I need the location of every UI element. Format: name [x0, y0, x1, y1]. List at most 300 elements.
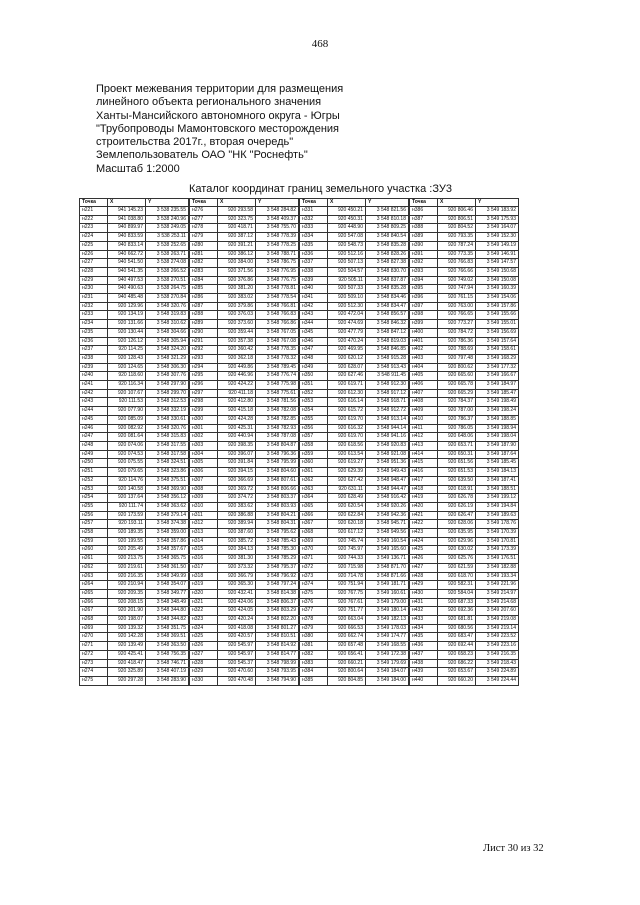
y-coordinate-cell: 3 548 284.82 — [256, 207, 299, 216]
x-coordinate-cell: 920 373.60 — [218, 320, 256, 329]
y-coordinate-cell: 3 548 351.75 — [146, 624, 189, 633]
table-row — [80, 563, 189, 572]
table-row — [80, 328, 189, 337]
x-coordinate-cell: 920 432.41 — [218, 589, 256, 598]
x-coordinate-cell: 920 124.65 — [108, 363, 146, 372]
table-row — [410, 659, 519, 668]
x-coordinate-cell: 920 584.04 — [438, 589, 476, 598]
y-coordinate-cell: 3 548 315.83 — [146, 433, 189, 442]
table-row — [80, 572, 189, 581]
x-coordinate-cell: 920 619.27 — [328, 459, 366, 468]
point-id-cell: н271 — [80, 642, 108, 651]
y-coordinate-cell: 3 548 827.38 — [366, 259, 409, 268]
table-row — [300, 389, 409, 398]
x-coordinate-cell: 920 205.49 — [108, 546, 146, 555]
x-coordinate-cell: 920 373.32 — [218, 563, 256, 572]
y-coordinate-cell: 3 548 804.21 — [256, 511, 299, 520]
y-coordinate-cell: 3 549 154.06 — [476, 294, 519, 303]
column-header: Y — [256, 199, 299, 207]
table-row — [80, 407, 189, 416]
point-id-cell: н297 — [190, 389, 218, 398]
table-row — [300, 668, 409, 677]
point-id-cell: н371 — [300, 555, 328, 564]
y-coordinate-cell: 3 548 921.08 — [366, 450, 409, 459]
x-coordinate-cell: 920 582.31 — [438, 581, 476, 590]
table-row — [300, 485, 409, 494]
table-row — [300, 328, 409, 337]
y-coordinate-cell: 3 548 871.66 — [366, 572, 409, 581]
y-coordinate-cell: 3 549 184.07 — [366, 668, 409, 677]
point-id-cell: н364 — [300, 494, 328, 503]
table-row — [410, 511, 519, 520]
x-coordinate-cell: 920 635.95 — [438, 529, 476, 538]
y-coordinate-cell: 3 548 344.82 — [146, 616, 189, 625]
point-id-cell: н309 — [190, 494, 218, 503]
y-coordinate-cell: 3 549 178.03 — [366, 624, 409, 633]
table-row — [80, 676, 189, 685]
table-row — [80, 485, 189, 494]
table-row — [80, 302, 189, 311]
point-id-cell: н258 — [80, 529, 108, 538]
point-id-cell: н273 — [80, 659, 108, 668]
point-id-cell: н301 — [190, 424, 218, 433]
table-row — [190, 354, 299, 363]
point-id-cell: н389 — [410, 233, 438, 242]
y-coordinate-cell: 3 549 214.68 — [476, 598, 519, 607]
page-number: 468 — [311, 38, 329, 50]
y-coordinate-cell: 3 548 349.99 — [146, 572, 189, 581]
x-coordinate-cell: 920 509.10 — [328, 294, 366, 303]
table-row — [410, 215, 519, 224]
point-id-cell: н373 — [300, 572, 328, 581]
point-id-cell: н414 — [410, 450, 438, 459]
x-coordinate-cell: 920 784.37 — [438, 398, 476, 407]
y-coordinate-cell: 3 548 756.35 — [146, 650, 189, 659]
table-row — [80, 459, 189, 468]
y-coordinate-cell: 3 548 767.08 — [256, 337, 299, 346]
column-header: Точка — [190, 199, 218, 207]
column-header: X — [328, 199, 366, 207]
point-id-cell: н259 — [80, 537, 108, 546]
y-coordinate-cell: 3 548 828.26 — [366, 250, 409, 259]
point-id-cell: н327 — [190, 650, 218, 659]
y-coordinate-cell: 3 548 837.87 — [366, 276, 409, 285]
y-coordinate-cell: 3 548 766.86 — [256, 320, 299, 329]
y-coordinate-cell: 3 548 847.12 — [366, 328, 409, 337]
table-header-row — [80, 199, 189, 207]
x-coordinate-cell: 920 208.15 — [108, 598, 146, 607]
y-coordinate-cell: 3 548 920.83 — [366, 441, 409, 450]
y-coordinate-cell: 3 548 778.54 — [256, 294, 299, 303]
x-coordinate-cell: 920 385.72 — [218, 537, 256, 546]
y-coordinate-cell: 3 548 918.71 — [366, 398, 409, 407]
table-row — [410, 346, 519, 355]
table-row — [190, 668, 299, 677]
x-coordinate-cell: 920 470.60 — [218, 668, 256, 677]
x-coordinate-cell: 920 142.28 — [108, 633, 146, 642]
x-coordinate-cell: 920 797.48 — [438, 354, 476, 363]
point-id-cell: н338 — [300, 267, 328, 276]
table-row — [190, 424, 299, 433]
y-coordinate-cell: 3 548 317.55 — [146, 441, 189, 450]
y-coordinate-cell: 3 548 776.95 — [256, 267, 299, 276]
point-id-cell: н380 — [300, 633, 328, 642]
x-coordinate-cell: 920 749.02 — [438, 276, 476, 285]
y-coordinate-cell: 3 548 804.87 — [256, 441, 299, 450]
table-row — [300, 520, 409, 529]
point-id-cell: н312 — [190, 520, 218, 529]
x-coordinate-cell: 920 618.91 — [438, 485, 476, 494]
x-coordinate-cell: 920 446.96 — [218, 372, 256, 381]
point-id-cell: н413 — [410, 441, 438, 450]
point-id-cell: н307 — [190, 476, 218, 485]
x-coordinate-cell: 920 418.08 — [218, 624, 256, 633]
y-coordinate-cell: 3 548 942.36 — [366, 511, 409, 520]
x-coordinate-cell: 920 470.24 — [328, 337, 366, 346]
point-id-cell: н432 — [410, 607, 438, 616]
x-coordinate-cell: 920 359.44 — [218, 328, 256, 337]
point-id-cell: н369 — [300, 537, 328, 546]
x-coordinate-cell: 920 420.57 — [218, 633, 256, 642]
x-coordinate-cell: 920 629.39 — [328, 468, 366, 477]
x-coordinate-cell: 920 630.02 — [438, 546, 476, 555]
point-id-cell: н376 — [300, 598, 328, 607]
y-coordinate-cell: 3 548 307.76 — [146, 372, 189, 381]
y-coordinate-cell: 3 548 357.86 — [146, 537, 189, 546]
point-id-cell: н237 — [80, 346, 108, 355]
x-coordinate-cell: 920 666.53 — [328, 624, 366, 633]
table-row — [190, 616, 299, 625]
coordinate-block — [409, 198, 519, 686]
point-id-cell: н247 — [80, 433, 108, 442]
table-row — [410, 294, 519, 303]
x-coordinate-cell: 920 628.49 — [328, 494, 366, 503]
y-coordinate-cell: 3 548 916.42 — [366, 494, 409, 503]
x-coordinate-cell: 920 612.30 — [328, 389, 366, 398]
y-coordinate-cell: 3 549 156.69 — [476, 328, 519, 337]
x-coordinate-cell: 920 450.21 — [328, 207, 366, 216]
y-coordinate-cell: 3 549 187.41 — [476, 476, 519, 485]
x-coordinate-cell: 920 653.71 — [438, 441, 476, 450]
y-coordinate-cell: 3 549 150.68 — [476, 267, 519, 276]
title-line: Масштаб 1:2000 — [96, 162, 180, 175]
x-coordinate-cell: 920 365.30 — [218, 581, 256, 590]
x-coordinate-cell: 920 450.31 — [328, 215, 366, 224]
y-coordinate-cell: 3 548 283.90 — [146, 676, 189, 685]
y-coordinate-cell: 3 548 778.32 — [256, 354, 299, 363]
y-coordinate-cell: 3 549 157.64 — [476, 337, 519, 346]
table-row — [80, 494, 189, 503]
x-coordinate-cell: 920 804.52 — [438, 224, 476, 233]
x-coordinate-cell: 920 619.70 — [328, 415, 366, 424]
table-row — [80, 624, 189, 633]
y-coordinate-cell: 3 548 379.14 — [146, 511, 189, 520]
table-row — [190, 337, 299, 346]
table-row — [300, 589, 409, 598]
y-coordinate-cell: 3 548 806.37 — [256, 598, 299, 607]
x-coordinate-cell: 920 648.06 — [438, 433, 476, 442]
y-coordinate-cell: 3 549 150.08 — [476, 276, 519, 285]
y-coordinate-cell: 3 549 157.86 — [476, 302, 519, 311]
table-row — [80, 650, 189, 659]
table-row — [80, 642, 189, 651]
table-row — [300, 572, 409, 581]
table-row — [410, 372, 519, 381]
document-title — [96, 83, 343, 176]
table-row — [300, 529, 409, 538]
point-id-cell: н261 — [80, 555, 108, 564]
point-id-cell: н388 — [410, 224, 438, 233]
point-id-cell: н381 — [300, 642, 328, 651]
point-id-cell: н248 — [80, 441, 108, 450]
x-coordinate-cell: 920 085.09 — [108, 415, 146, 424]
table-row — [300, 624, 409, 633]
y-coordinate-cell: 3 548 803.93 — [256, 502, 299, 511]
y-coordinate-cell: 3 548 776.74 — [256, 372, 299, 381]
x-coordinate-cell: 920 357.38 — [218, 337, 256, 346]
y-coordinate-cell: 3 549 198.24 — [476, 407, 519, 416]
x-coordinate-cell: 920 425.41 — [108, 650, 146, 659]
table-row — [410, 250, 519, 259]
table-row — [410, 598, 519, 607]
table-row — [410, 529, 519, 538]
table-row — [410, 468, 519, 477]
point-id-cell: н243 — [80, 398, 108, 407]
table-row — [80, 354, 189, 363]
point-id-cell: н324 — [190, 624, 218, 633]
y-coordinate-cell: 3 548 786.75 — [256, 259, 299, 268]
point-id-cell: н396 — [410, 294, 438, 303]
table-row — [410, 320, 519, 329]
table-row — [410, 424, 519, 433]
y-coordinate-cell: 3 549 155.66 — [476, 311, 519, 320]
point-id-cell: н279 — [190, 233, 218, 242]
point-id-cell: н272 — [80, 650, 108, 659]
point-id-cell: н406 — [410, 381, 438, 390]
point-id-cell: н287 — [190, 302, 218, 311]
table-row — [300, 659, 409, 668]
point-id-cell: н329 — [190, 668, 218, 677]
y-coordinate-cell: 3 548 776.75 — [256, 276, 299, 285]
x-coordinate-cell: 920 620.12 — [328, 354, 366, 363]
table-row — [190, 233, 299, 242]
x-coordinate-cell: 920 683.47 — [438, 633, 476, 642]
x-coordinate-cell: 920 360.42 — [218, 346, 256, 355]
table-row — [190, 285, 299, 294]
point-id-cell: н354 — [300, 407, 328, 416]
x-coordinate-cell: 940 899.97 — [108, 224, 146, 233]
y-coordinate-cell: 3 548 321.29 — [146, 354, 189, 363]
table-row — [300, 502, 409, 511]
point-id-cell: н410 — [410, 415, 438, 424]
point-id-cell: н257 — [80, 520, 108, 529]
x-coordinate-cell: 920 470.48 — [218, 676, 256, 685]
table-row — [410, 494, 519, 503]
point-id-cell: н303 — [190, 441, 218, 450]
point-id-cell: н437 — [410, 650, 438, 659]
table-row — [300, 537, 409, 546]
point-id-cell: н240 — [80, 372, 108, 381]
y-coordinate-cell: 3 548 804.60 — [256, 468, 299, 477]
table-row — [410, 563, 519, 572]
table-row — [190, 207, 299, 216]
x-coordinate-cell: 920 773.35 — [438, 250, 476, 259]
y-coordinate-cell: 3 538 274.08 — [146, 259, 189, 268]
x-coordinate-cell: 920 662.74 — [328, 633, 366, 642]
y-coordinate-cell: 3 548 330.61 — [146, 415, 189, 424]
x-coordinate-cell: 920 391.84 — [218, 459, 256, 468]
table-header-row — [300, 199, 409, 207]
point-id-cell: н347 — [300, 346, 328, 355]
table-row — [300, 259, 409, 268]
point-id-cell: н426 — [410, 555, 438, 564]
table-row — [410, 520, 519, 529]
point-id-cell: н425 — [410, 546, 438, 555]
point-id-cell: н285 — [190, 285, 218, 294]
point-id-cell: н318 — [190, 572, 218, 581]
point-id-cell: н407 — [410, 389, 438, 398]
table-row — [190, 642, 299, 651]
x-coordinate-cell: 920 626.19 — [438, 502, 476, 511]
y-coordinate-cell: 3 548 846.32 — [366, 320, 409, 329]
point-id-cell: н393 — [410, 267, 438, 276]
y-coordinate-cell: 3 548 806.66 — [256, 485, 299, 494]
x-coordinate-cell: 920 507.13 — [328, 259, 366, 268]
point-id-cell: н276 — [190, 207, 218, 216]
point-id-cell: н427 — [410, 563, 438, 572]
table-row — [80, 363, 189, 372]
coordinate-table — [79, 198, 519, 686]
y-coordinate-cell: 3 549 221.96 — [476, 581, 519, 590]
y-coordinate-cell: 3 548 775.61 — [256, 389, 299, 398]
x-coordinate-cell: 920 547.08 — [328, 233, 366, 242]
y-coordinate-cell: 3 549 155.01 — [476, 320, 519, 329]
y-coordinate-cell: 3 548 810.51 — [256, 633, 299, 642]
point-id-cell: н360 — [300, 459, 328, 468]
point-id-cell: н235 — [80, 328, 108, 337]
column-header: Y — [366, 199, 409, 207]
x-coordinate-cell: 920 440.94 — [218, 433, 256, 442]
x-coordinate-cell: 920 761.15 — [438, 294, 476, 303]
table-row — [190, 607, 299, 616]
table-row — [410, 589, 519, 598]
x-coordinate-cell: 920 663.04 — [328, 616, 366, 625]
table-row — [300, 633, 409, 642]
point-id-cell: н420 — [410, 502, 438, 511]
y-coordinate-cell: 3 548 324.20 — [146, 346, 189, 355]
point-id-cell: н436 — [410, 642, 438, 651]
point-id-cell: н334 — [300, 233, 328, 242]
x-coordinate-cell: 920 747.94 — [438, 285, 476, 294]
point-id-cell: н397 — [410, 302, 438, 311]
table-row — [80, 372, 189, 381]
table-row — [80, 607, 189, 616]
point-id-cell: н222 — [80, 215, 108, 224]
y-coordinate-cell: 3 549 199.12 — [476, 494, 519, 503]
table-row — [300, 415, 409, 424]
x-coordinate-cell: 920 625.76 — [438, 555, 476, 564]
x-coordinate-cell: 940 833.59 — [108, 233, 146, 242]
y-coordinate-cell: 3 548 363.62 — [146, 502, 189, 511]
y-coordinate-cell: 3 548 369.51 — [146, 633, 189, 642]
y-coordinate-cell: 3 548 407.19 — [146, 668, 189, 677]
table-row — [80, 415, 189, 424]
point-id-cell: н316 — [190, 555, 218, 564]
y-coordinate-cell: 3 548 948.47 — [366, 476, 409, 485]
point-id-cell: н249 — [80, 450, 108, 459]
y-coordinate-cell: 3 548 912.30 — [366, 381, 409, 390]
point-id-cell: н231 — [80, 294, 108, 303]
y-coordinate-cell: 3 548 375.51 — [146, 476, 189, 485]
x-coordinate-cell: 920 751.77 — [328, 607, 366, 616]
point-id-cell: н405 — [410, 372, 438, 381]
x-coordinate-cell: 920 548.73 — [328, 241, 366, 250]
y-coordinate-cell: 3 549 176.51 — [476, 555, 519, 564]
y-coordinate-cell: 3 548 354.07 — [146, 581, 189, 590]
point-id-cell: н267 — [80, 607, 108, 616]
title-line: линейного объекта регионального значения — [96, 96, 322, 109]
y-coordinate-cell: 3 548 359.00 — [146, 529, 189, 538]
y-coordinate-cell: 3 538 235.55 — [146, 207, 189, 216]
x-coordinate-cell: 920 626.47 — [438, 511, 476, 520]
table-row — [190, 311, 299, 320]
point-id-cell: н269 — [80, 624, 108, 633]
x-coordinate-cell: 940 490.63 — [108, 285, 146, 294]
x-coordinate-cell: 920 804.85 — [328, 676, 366, 685]
x-coordinate-cell: 920 193.11 — [108, 520, 146, 529]
table-row — [80, 320, 189, 329]
table-row — [300, 363, 409, 372]
y-coordinate-cell: 3 549 168.55 — [366, 642, 409, 651]
x-coordinate-cell: 920 131.66 — [108, 320, 146, 329]
table-row — [300, 494, 409, 503]
y-coordinate-cell: 3 548 795.37 — [256, 563, 299, 572]
table-row — [80, 520, 189, 529]
table-row — [410, 224, 519, 233]
table-row — [190, 537, 299, 546]
y-coordinate-cell: 3 549 147.57 — [476, 259, 519, 268]
table-row — [190, 363, 299, 372]
table-row — [80, 224, 189, 233]
table-row — [300, 302, 409, 311]
y-coordinate-cell: 3 538 263.71 — [146, 250, 189, 259]
y-coordinate-cell: 3 549 184.13 — [476, 468, 519, 477]
y-coordinate-cell: 3 549 187.64 — [476, 450, 519, 459]
x-coordinate-cell: 920 381.20 — [218, 285, 256, 294]
table-row — [410, 276, 519, 285]
table-row — [300, 337, 409, 346]
table-row — [300, 207, 409, 216]
x-coordinate-cell: 920 472.04 — [328, 311, 366, 320]
x-coordinate-cell: 920 656.41 — [328, 650, 366, 659]
point-id-cell: н346 — [300, 337, 328, 346]
x-coordinate-cell: 920 387.12 — [218, 233, 256, 242]
y-coordinate-cell: 3 548 814.38 — [256, 589, 299, 598]
table-row — [300, 598, 409, 607]
point-id-cell: н342 — [300, 302, 328, 311]
point-id-cell: н391 — [410, 250, 438, 259]
x-coordinate-cell: 920 784.72 — [438, 328, 476, 337]
x-coordinate-cell: 920 806.51 — [438, 215, 476, 224]
point-id-cell: н255 — [80, 502, 108, 511]
table-row — [190, 415, 299, 424]
point-id-cell: н390 — [410, 241, 438, 250]
y-coordinate-cell: 3 548 409.37 — [256, 215, 299, 224]
sheet-footer: Лист 30 из 32 — [483, 843, 544, 854]
y-coordinate-cell: 3 548 767.05 — [256, 328, 299, 337]
table-row — [190, 502, 299, 511]
y-coordinate-cell: 3 549 184.97 — [476, 381, 519, 390]
